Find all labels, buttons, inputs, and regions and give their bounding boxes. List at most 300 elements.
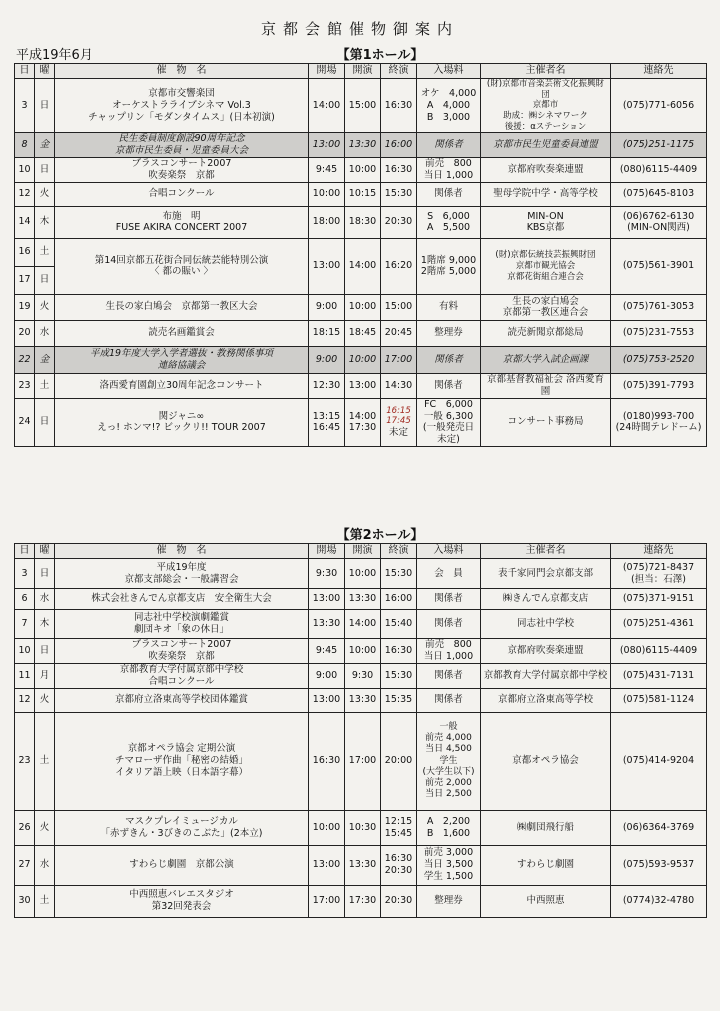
cell-line: 布施 明: [162, 210, 201, 222]
month-label: 平成19年6月: [16, 48, 93, 63]
cell-line: 関係者: [434, 139, 463, 151]
fee-cell: [417, 346, 481, 373]
organizer-cell: [481, 157, 611, 182]
event-cell: [55, 320, 309, 346]
cell-line: 劇団キオ「象の休日」: [133, 624, 229, 635]
cell-line: 京都支部総会・一般講習会: [124, 573, 239, 585]
contact-cell: [611, 639, 707, 664]
weekday-cell: 日: [35, 639, 55, 664]
cell-line: 前売 2,000: [425, 778, 472, 789]
table-row: [15, 157, 707, 182]
start-cell: 14:00: [345, 610, 381, 639]
hall2-header-row: [15, 544, 707, 559]
day-cell: 8: [15, 133, 35, 158]
open-cell: 14:00: [309, 79, 345, 133]
weekday-cell: 土: [35, 238, 55, 266]
day-cell: 6: [15, 589, 35, 610]
table-row: [15, 206, 707, 238]
fee-cell: [417, 157, 481, 182]
cell-line: コンサート事務局: [507, 416, 584, 428]
cell-line: (0774)32-4780: [622, 895, 695, 907]
cell-line: 京都オペラ協会: [512, 755, 579, 767]
organizer-cell: [481, 398, 611, 447]
organizer-cell: [481, 320, 611, 346]
start-cell: 10:00: [345, 559, 381, 589]
cell-line: 2階席 5,000: [420, 266, 477, 278]
table-row: [15, 373, 707, 398]
cell-line: KBS京都: [526, 222, 565, 234]
table-row: [15, 346, 707, 373]
column-header: 曜: [35, 544, 55, 559]
column-header: 催 物 名: [55, 64, 309, 79]
table-row: [15, 559, 707, 589]
fee-cell: [417, 810, 481, 845]
open-cell: 16:30: [309, 712, 345, 810]
cell-line: B 1,600: [426, 827, 471, 839]
cell-line: 生長の家白鳩会: [512, 295, 579, 307]
cell-line: 京都市民生委員・児童委員大会: [114, 145, 248, 156]
cell-line: (大学生以下): [422, 766, 475, 777]
end-cell: 20:00: [381, 712, 417, 810]
cell-line: (財)京都伝統技芸振興財団: [495, 250, 596, 261]
weekday-cell: 土: [35, 373, 55, 398]
cell-line: 京都大学入試企画課: [502, 353, 589, 365]
start-cell: 10:00: [345, 639, 381, 664]
cell-line: 前売 800: [425, 639, 472, 651]
start-cell: 14:00 17:30: [345, 398, 381, 447]
cell-line: 同志社中学校: [516, 618, 574, 630]
day-cell: 23: [15, 373, 35, 398]
table-row: [15, 845, 707, 885]
cell-line: すわらじ劇園: [516, 859, 574, 871]
weekday-cell: 日: [35, 266, 55, 294]
organizer-cell: [481, 133, 611, 158]
contact-cell: [611, 346, 707, 373]
start-cell: 13:30: [345, 133, 381, 158]
day-cell: 7: [15, 610, 35, 639]
cell-line: A 2,200: [426, 815, 471, 827]
cell-line: チマローザ作曲「秘密の結婚」: [114, 755, 248, 767]
start-cell: 18:45: [345, 320, 381, 346]
column-header: 終演: [381, 64, 417, 79]
column-header: 入場料: [417, 544, 481, 559]
weekday-cell: 日: [35, 398, 55, 447]
column-header: 開演: [345, 544, 381, 559]
weekday-cell: 木: [35, 206, 55, 238]
event-cell: [55, 373, 309, 398]
cell-line: (一般発売日未定): [422, 422, 475, 446]
end-cell: 14:30: [381, 373, 417, 398]
cell-line: 学生: [439, 755, 458, 766]
open-cell: 10:00: [309, 182, 345, 206]
cell-line: 後援：αステーション: [504, 121, 587, 132]
day-cell: 17: [15, 266, 35, 294]
fee-cell: [417, 373, 481, 398]
open-cell: 9:45: [309, 639, 345, 664]
cell-line: 京都オペラ協会 定期公演: [127, 743, 236, 755]
event-cell: [55, 206, 309, 238]
start-cell: 10:00: [345, 157, 381, 182]
cell-line: 関ジャニ∞: [158, 410, 205, 422]
cell-line: ブラスコンサート2007: [131, 158, 232, 169]
contact-cell: [611, 182, 707, 206]
cell-line: 関係者: [434, 188, 463, 200]
weekday-cell: 金: [35, 133, 55, 158]
fee-cell: [417, 559, 481, 589]
cell-line: マスクプレイミュージカル: [125, 815, 238, 827]
column-header: 催 物 名: [55, 544, 309, 559]
cell-line: 学生 1,500: [423, 871, 474, 883]
event-cell: [55, 712, 309, 810]
end-cell: 15:35: [381, 688, 417, 712]
cell-line: (075)761-3053: [622, 301, 695, 313]
start-cell: 10:15: [345, 182, 381, 206]
contact-cell: [611, 559, 707, 589]
cell-line: 株式会社きんでん京都支店 安全衛生大会: [91, 593, 272, 605]
open-cell: 18:15: [309, 320, 345, 346]
event-cell: [55, 559, 309, 589]
start-cell: 10:00: [345, 346, 381, 373]
cell-line: (075)414-9204: [622, 755, 695, 767]
table-row: [15, 688, 707, 712]
cell-line: 京都市交響楽団: [148, 87, 215, 99]
cell-line: (075)581-1124: [622, 694, 695, 706]
weekday-cell: 木: [35, 610, 55, 639]
day-cell: 12: [15, 182, 35, 206]
cell-line: (24時間テレドーム): [615, 422, 702, 434]
end-cell: 15:40: [381, 610, 417, 639]
organizer-cell: [481, 206, 611, 238]
cell-line: 京都基督教福祉会 洛西愛育園: [486, 373, 605, 397]
end-cell: 20:45: [381, 320, 417, 346]
event-cell: [55, 133, 309, 158]
end-cell: 16:30: [381, 157, 417, 182]
cell-line: MIN-ON: [527, 210, 564, 222]
contact-cell: [611, 320, 707, 346]
column-header: 日: [15, 544, 35, 559]
hall1-title: 【第1ホール】: [336, 48, 424, 63]
table-row: [15, 79, 707, 133]
weekday-cell: 土: [35, 885, 55, 917]
contact-cell: [611, 610, 707, 639]
column-header: 主催者名: [481, 64, 611, 79]
organizer-cell: [481, 885, 611, 917]
cell-line: (075)721-8437: [622, 561, 695, 573]
cell-line: (担当：石澤): [631, 573, 686, 585]
contact-cell: [611, 589, 707, 610]
day-cell: 27: [15, 845, 35, 885]
cell-line: チャップリン「モダンタイムス」(日本初演): [88, 111, 275, 123]
weekday-cell: 土: [35, 712, 55, 810]
start-cell: 17:30: [345, 885, 381, 917]
table-row: [15, 320, 707, 346]
cell-line: 当日 4,500: [425, 744, 472, 755]
cell-line: (075)593-9537: [622, 859, 695, 871]
day-cell: 10: [15, 639, 35, 664]
cell-line: 読売新聞京都総局: [507, 327, 584, 339]
handwritten-note: 16:15 17:45: [386, 405, 411, 427]
end-cell: 16:30: [381, 79, 417, 133]
cell-line: 当日 1,000: [423, 651, 474, 662]
cell-line: えっ! ホンマ!? ビックリ!! TOUR 2007: [97, 422, 266, 434]
cell-line: 〈 都の賑い 〉: [149, 266, 214, 278]
cell-line: (080)6115-4409: [619, 163, 698, 175]
organizer-cell: [481, 712, 611, 810]
weekday-cell: 金: [35, 346, 55, 373]
table-row: [15, 610, 707, 639]
start-cell: 18:30: [345, 206, 381, 238]
cell-line: 平成19年度: [156, 561, 207, 573]
cell-line: 関係者: [434, 353, 463, 365]
fee-cell: [417, 610, 481, 639]
column-header: 終演: [381, 544, 417, 559]
day-cell: 10: [15, 157, 35, 182]
day-cell: 14: [15, 206, 35, 238]
organizer-cell: [481, 664, 611, 689]
cell-line: オケ 4,000: [420, 87, 477, 99]
open-cell: 12:30: [309, 373, 345, 398]
cell-line: 助成：㈱シネマワーク: [503, 110, 588, 121]
weekday-cell: 水: [35, 320, 55, 346]
cell-line: (075)753-2520: [622, 353, 695, 365]
end-cell: 20:30: [381, 206, 417, 238]
cell-line: 京都府立洛東高等学校: [497, 694, 593, 706]
cell-line: B 3,000: [426, 111, 471, 123]
organizer-cell: [481, 238, 611, 294]
event-cell: [55, 346, 309, 373]
fee-cell: [417, 182, 481, 206]
organizer-cell: [481, 294, 611, 320]
cell-line: 京都教育大学付属京都中学校: [119, 664, 244, 675]
organizer-cell: [481, 559, 611, 589]
table-row: [15, 294, 707, 320]
end-cell: 20:30: [381, 885, 417, 917]
start-cell: 10:00: [345, 294, 381, 320]
column-header: 入場料: [417, 64, 481, 79]
cell-line: 関係者: [434, 618, 463, 630]
contact-cell: [611, 688, 707, 712]
hall1-table: [14, 63, 707, 447]
cell-line: イタリア語上映（日本語字幕）: [114, 767, 248, 779]
cell-line: 前売 3,000: [423, 847, 474, 859]
cell-line: (06)6762-6130: [622, 210, 695, 222]
cell-line: (075)391-7793: [622, 379, 695, 391]
open-cell: 10:00: [309, 810, 345, 845]
contact-cell: [611, 238, 707, 294]
contact-cell: [611, 133, 707, 158]
weekday-cell: 火: [35, 810, 55, 845]
cell-line: 当日 2,500: [425, 789, 472, 800]
open-cell: 13:15 16:45: [309, 398, 345, 447]
weekday-cell: 水: [35, 845, 55, 885]
cell-line: (075)251-4361: [622, 618, 695, 630]
day-cell: 3: [15, 79, 35, 133]
cell-line: 会 員: [434, 567, 463, 579]
contact-cell: [611, 885, 707, 917]
open-cell: 9:30: [309, 559, 345, 589]
cell-line: 関係者: [434, 593, 463, 605]
contact-cell: [611, 157, 707, 182]
cell-line: 京都府立洛東高等学校団体鑑賞: [114, 694, 248, 706]
day-cell: 20: [15, 320, 35, 346]
fee-cell: [417, 688, 481, 712]
event-cell: [55, 589, 309, 610]
day-cell: 16: [15, 238, 35, 266]
cell-line: A 4,000: [426, 99, 471, 111]
weekday-cell: 日: [35, 79, 55, 133]
end-time: 未定: [388, 427, 408, 439]
day-cell: 3: [15, 559, 35, 589]
cell-line: 生長の家白鳩会 京都第一教区大会: [105, 301, 258, 313]
cell-line: 吹奏楽祭 京都: [148, 651, 215, 662]
table-row: [15, 398, 707, 447]
open-cell: 9:45: [309, 157, 345, 182]
weekday-cell: 火: [35, 688, 55, 712]
fee-cell: [417, 238, 481, 294]
end-cell: 15:30: [381, 182, 417, 206]
cell-line: 平成19年度大学入学者選抜・教務関係事項: [89, 348, 274, 359]
cell-line: A 5,500: [426, 222, 471, 234]
event-cell: [55, 810, 309, 845]
contact-cell: [611, 206, 707, 238]
contact-cell: [611, 79, 707, 133]
open-cell: 17:00: [309, 885, 345, 917]
column-header: 曜: [35, 64, 55, 79]
cell-line: 一般: [439, 721, 458, 732]
weekday-cell: 日: [35, 559, 55, 589]
cell-line: 京都市: [532, 100, 559, 111]
end-cell: 15:30: [381, 559, 417, 589]
column-header: 日: [15, 64, 35, 79]
cell-line: (MIN-ON関西): [627, 222, 690, 234]
cell-line: FUSE AKIRA CONCERT 2007: [115, 222, 248, 234]
cell-line: ブラスコンサート2007: [131, 639, 232, 651]
fee-cell: [417, 664, 481, 689]
column-header: 開演: [345, 64, 381, 79]
event-cell: [55, 294, 309, 320]
end-cell: 16:30 20:30: [381, 845, 417, 885]
event-cell: [55, 610, 309, 639]
table-row: [15, 133, 707, 158]
hall2-table: [14, 543, 707, 918]
cell-line: 表千家同門会京都支部: [497, 567, 593, 579]
cell-line: 洛西愛育園創立30周年記念コンサート: [99, 379, 264, 391]
start-cell: 10:30: [345, 810, 381, 845]
fee-cell: [417, 320, 481, 346]
contact-cell: [611, 398, 707, 447]
table-row: [15, 885, 707, 917]
end-cell: 12:15 15:45: [381, 810, 417, 845]
cell-line: 中西照恵: [526, 895, 565, 907]
table-row: [15, 182, 707, 206]
cell-line: 整理券: [434, 327, 463, 339]
start-cell: 15:00: [345, 79, 381, 133]
end-cell: 17:00: [381, 346, 417, 373]
organizer-cell: [481, 79, 611, 133]
cell-line: 一般 6,300: [423, 410, 474, 422]
cell-line: 民生委員制度創設90周年記念: [118, 133, 245, 145]
day-cell: 23: [15, 712, 35, 810]
cell-line: 第14回京都五花街合同伝統芸能特別公演: [94, 254, 269, 266]
cell-line: (075)645-8103: [622, 188, 695, 200]
cell-line: 関係者: [434, 379, 463, 391]
cell-line: 合唱コンクール: [148, 675, 215, 687]
cell-line: 聖母学院中学・高等学校: [493, 188, 598, 200]
open-cell: 9:00: [309, 664, 345, 689]
column-header: 開場: [309, 544, 345, 559]
weekday-cell: 月: [35, 664, 55, 689]
start-cell: 9:30: [345, 664, 381, 689]
hall2-title: 【第2ホール】: [336, 528, 424, 543]
event-cell: [55, 639, 309, 664]
organizer-cell: [481, 639, 611, 664]
cell-line: (0180)993-700: [622, 410, 695, 422]
cell-line: 前売 4,000: [425, 733, 472, 744]
contact-cell: [611, 373, 707, 398]
start-cell: 13:30: [345, 688, 381, 712]
cell-line: 京都府吹奏楽連盟: [507, 645, 584, 657]
open-cell: 13:30: [309, 610, 345, 639]
cell-line: 中西照恵バレエスタジオ: [129, 889, 234, 901]
cell-line: (06)6364-3769: [622, 821, 695, 833]
event-cell: [55, 688, 309, 712]
open-cell: 13:00: [309, 845, 345, 885]
cell-line: (075)251-1175: [622, 139, 695, 151]
weekday-cell: 日: [35, 157, 55, 182]
cell-line: 連絡協議会: [157, 359, 206, 371]
fee-cell: [417, 712, 481, 810]
cell-line: 京都府吹奏楽連盟: [507, 163, 584, 175]
contact-cell: [611, 664, 707, 689]
column-header: 主催者名: [481, 544, 611, 559]
page-title: 京都会館催物御案内: [260, 20, 459, 38]
organizer-cell: [481, 845, 611, 885]
event-cell: [55, 398, 309, 447]
end-cell: 16:20: [381, 238, 417, 294]
cell-line: (080)6115-4409: [619, 645, 698, 657]
cell-line: ㈱きんでん京都支店: [502, 593, 589, 605]
cell-line: 前売 800: [425, 158, 472, 169]
event-cell: [55, 845, 309, 885]
table-row: [15, 639, 707, 664]
day-cell: 22: [15, 346, 35, 373]
column-header: 連絡先: [611, 544, 707, 559]
open-cell: 13:00: [309, 589, 345, 610]
open-cell: 9:00: [309, 294, 345, 320]
cell-line: (075)561-3901: [622, 260, 695, 272]
fee-cell: [417, 398, 481, 447]
day-cell: 11: [15, 664, 35, 689]
fee-cell: [417, 206, 481, 238]
contact-cell: [611, 810, 707, 845]
day-cell: 30: [15, 885, 35, 917]
cell-line: 第32回発表会: [151, 901, 212, 913]
end-cell: 16:30: [381, 639, 417, 664]
cell-line: (075)371-9151: [622, 593, 695, 605]
open-cell: 13:00: [309, 133, 345, 158]
contact-cell: [611, 845, 707, 885]
day-cell: 12: [15, 688, 35, 712]
start-cell: 13:30: [345, 845, 381, 885]
fee-cell: [417, 885, 481, 917]
event-cell: [55, 885, 309, 917]
cell-line: オーケストラライブシネマ Vol.3: [112, 99, 251, 111]
open-cell: 13:00: [309, 688, 345, 712]
event-cell: [55, 664, 309, 689]
cell-line: 整理券: [434, 895, 463, 907]
organizer-cell: [481, 346, 611, 373]
fee-cell: [417, 79, 481, 133]
